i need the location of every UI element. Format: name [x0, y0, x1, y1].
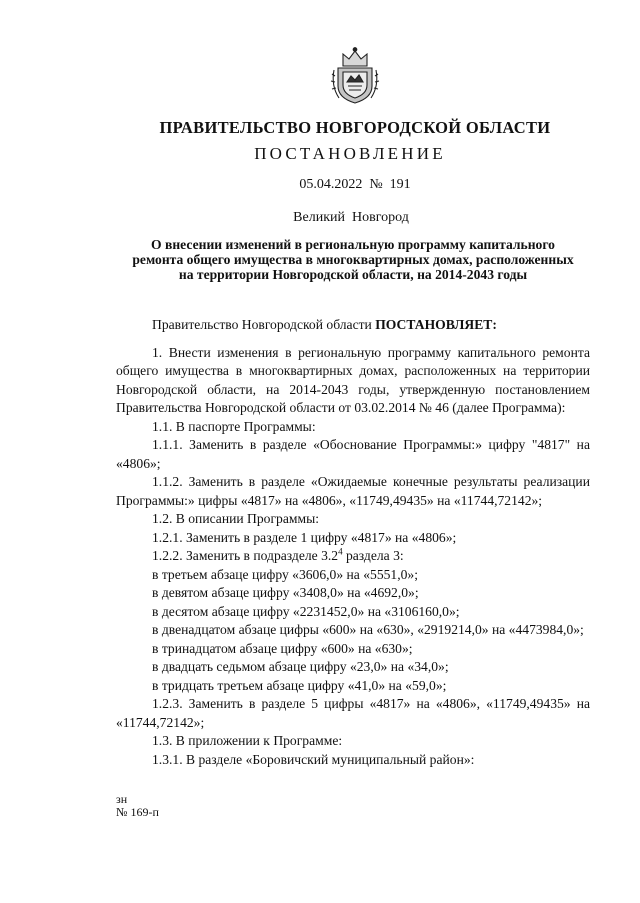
document-type: ПОСТАНОВЛЕНИЕ: [254, 144, 446, 163]
subsection-text: раздела 3:: [342, 548, 404, 563]
paragraph-line: «4806»;: [116, 455, 161, 471]
list-item: в тридцать третьем абзаце цифру «41,0» на «59,0»;: [152, 677, 447, 693]
city-name: Великий Новгород: [293, 210, 409, 225]
paragraph-line: общего имущества в многоквартирных домах, расположенных на территории: [116, 363, 590, 378]
subsection-text: 1.2.2. Заменить в подразделе 3.2: [152, 548, 339, 563]
document-footer: [116, 793, 159, 819]
paragraph-line: 1.2.1. Заменить в разделе 1 цифру «4817» на «4806»;: [152, 529, 457, 545]
list-item: в двенадцатом абзаце цифры «600» на «630», «2919214,0» на «4473984,0»;: [152, 622, 584, 637]
date-and-number: 05.04.2022 № 191: [299, 177, 411, 192]
list-item: в десятом абзаце цифру «2231452,0» на «3106160,0»;: [152, 603, 460, 619]
resolution-lead: [116, 316, 590, 335]
paragraph-line: [116, 547, 590, 566]
paragraph-line: 1.1.2. Заменить в разделе «Ожидаемые конечные результаты реализации: [152, 474, 590, 489]
subject-line: на территории Новгородской области, на 2014-2043 годы: [178, 267, 528, 282]
subject-line: О внесении изменений в региональную программу капитального: [151, 237, 555, 252]
section-heading: 1.1. В паспорте Программы:: [152, 418, 316, 434]
coat-of-arms-icon: [329, 46, 381, 106]
paragraph-line: Новгородской области, на 2014-2043 годы, утвержденную постановлением: [116, 381, 590, 397]
list-item: в двадцать седьмом абзаце цифру «23,0» на «34,0»;: [152, 659, 449, 674]
document-subject: [116, 237, 590, 282]
government-title: ПРАВИТЕЛЬСТВО НОВГОРОДСКОЙ ОБЛАСТИ: [159, 118, 551, 137]
paragraph-line: 1.1.1. Заменить в разделе «Обоснование Программы:» цифру "4817" на: [152, 437, 590, 452]
list-item: в третьем абзаце цифру «3606,0» на «5551,0»;: [152, 566, 418, 582]
section-heading: 1.3. В приложении к Программе:: [152, 733, 343, 748]
paragraph-line: 1. Внести изменения в региональную программу капитального ремонта: [152, 344, 590, 360]
paragraph-line: «11744,72142»;: [116, 714, 205, 730]
list-item: в тринадцатом абзаце цифру «600» на «630»;: [152, 640, 413, 656]
paragraph-line: Правительства Новгородской области от 03.02.2014 № 46 (далее Программа):: [116, 400, 566, 415]
executor-initials: зн: [116, 792, 128, 806]
section-heading: 1.2. В описании Программы:: [152, 511, 319, 526]
lead-keyword: ПОСТАНОВЛЯЕТ:: [375, 317, 497, 332]
list-item: в девятом абзаце цифру «3408,0» на «4692,0»;: [152, 585, 419, 600]
paragraph-line: 1.3.1. В разделе «Боровичский муниципальный район»:: [152, 751, 475, 767]
paragraph-line: 1.2.3. Заменить в разделе 5 цифры «4817» на «4806», «11749,49435» на: [152, 696, 590, 711]
lead-text: Правительство Новгородской области: [152, 317, 376, 332]
superscript: 4: [338, 546, 343, 557]
subject-line: ремонта общего имущества в многоквартирных домах, расположенных: [132, 252, 574, 267]
document-body: [116, 316, 590, 769]
draft-reference: № 169-п: [116, 805, 159, 819]
paragraph-line: Программы:» цифры «4817» на «4806», «11749,49435» на «11744,72142»;: [116, 492, 543, 508]
